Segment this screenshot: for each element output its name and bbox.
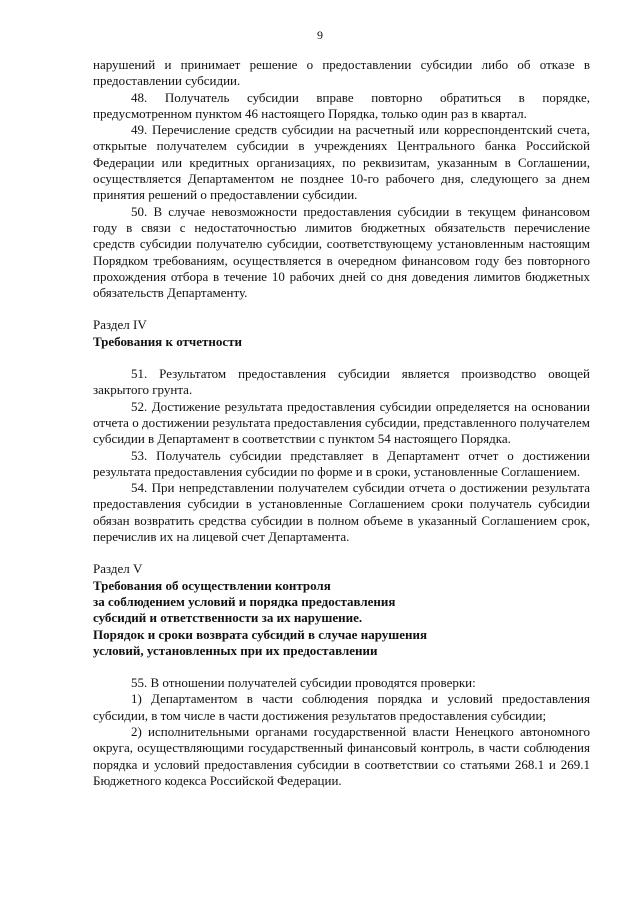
- section-4-title: Требования к отчетности: [93, 333, 243, 349]
- paragraph-55-item-2: 2) исполнительными органами государственной власти Ненецкого автономного округа, осуществляющими государственный финансовый контроль, в части соблюдения порядка и условий предоставления субсидии в соответствии со статьями 268.1 и 269.1 Бюджетного кодекса Российской Федерации.: [93, 723, 590, 788]
- paragraph-52: 52. Достижение результата предоставления субсидии определяется на основании отчета о достижении результата предоставления субсидии, представленного получателем субсидии в Департамент в соответствии с пунктом 54 настоящего Порядка.: [93, 398, 590, 447]
- page-number: 9: [317, 28, 323, 42]
- section-5-title-line: условий, установленных при их предоставлении: [93, 642, 378, 658]
- paragraph-51: 51. Результатом предоставления субсидии является производство овощей закрытого грунта.: [93, 366, 590, 398]
- paragraph-48: 48. Получатель субсидии вправе повторно обратиться в порядке, предусмотренном пунктом 46 настоящего Порядка, только один раз в квартал.: [93, 89, 590, 121]
- paragraph-continuation: нарушений и принимает решение о предоставлении субсидии либо об отказе в предоставлении субсидии.: [93, 57, 590, 89]
- paragraph-50: 50. В случае невозможности предоставления субсидии в текущем финансовом году в связи с недостаточностью лимитов бюджетных обязательств перечисление средств субсидии получателю субсидии, соответствующему установленным настоящим Порядком требованиям, осуществляется в очередном финансовом году без повторного прохождения отбора в течение 10 рабочих дней со дня доведения лимитов бюджетных обязательств Департаменту.: [93, 203, 590, 301]
- paragraph-53: 53. Получатель субсидии представляет в Департамент отчет о достижении результата предоставления субсидии по форме и в сроки, установленные Соглашением.: [93, 447, 590, 479]
- paragraph-55: 55. В отношении получателей субсидии проводятся проверки:: [131, 675, 476, 691]
- section-5-title-line: за соблюдением условий и порядка предоставления: [93, 593, 396, 609]
- paragraph-55-item-1: 1) Департаментом в части соблюдения порядка и условий предоставления субсидии, в том числе в части достижения результатов предоставления субсидии;: [93, 691, 590, 723]
- section-4-number: Раздел IV: [93, 317, 147, 333]
- section-5-title-line: Требования об осуществлении контроля: [93, 577, 331, 593]
- paragraph-49: 49. Перечисление средств субсидии на расчетный или корреспондентский счета, открытые получателем субсидии в учреждениях Центрального банка Российской Федерации или кредитных организациях, по реквизитам, указанным в Соглашении, осуществляется Департаментом не позднее 10-го рабочего дня, следующего за днем принятия решений о предоставлении субсидии.: [93, 122, 590, 203]
- section-5-title-line: субсидий и ответственности за их нарушение.: [93, 610, 363, 626]
- section-5-number: Раздел V: [93, 561, 143, 577]
- section-5-title-line: Порядок и сроки возврата субсидий в случае нарушения: [93, 626, 428, 642]
- document-body: [93, 57, 590, 789]
- paragraph-54: 54. При непредставлении получателем субсидии отчета о достижении результата предоставления субсидии в установленные Соглашением сроки получатель субсидии обязан возвратить средства субсидии в полном объеме в указанный Соглашением срок, перечислив их на лицевой счет Департамента.: [93, 480, 590, 545]
